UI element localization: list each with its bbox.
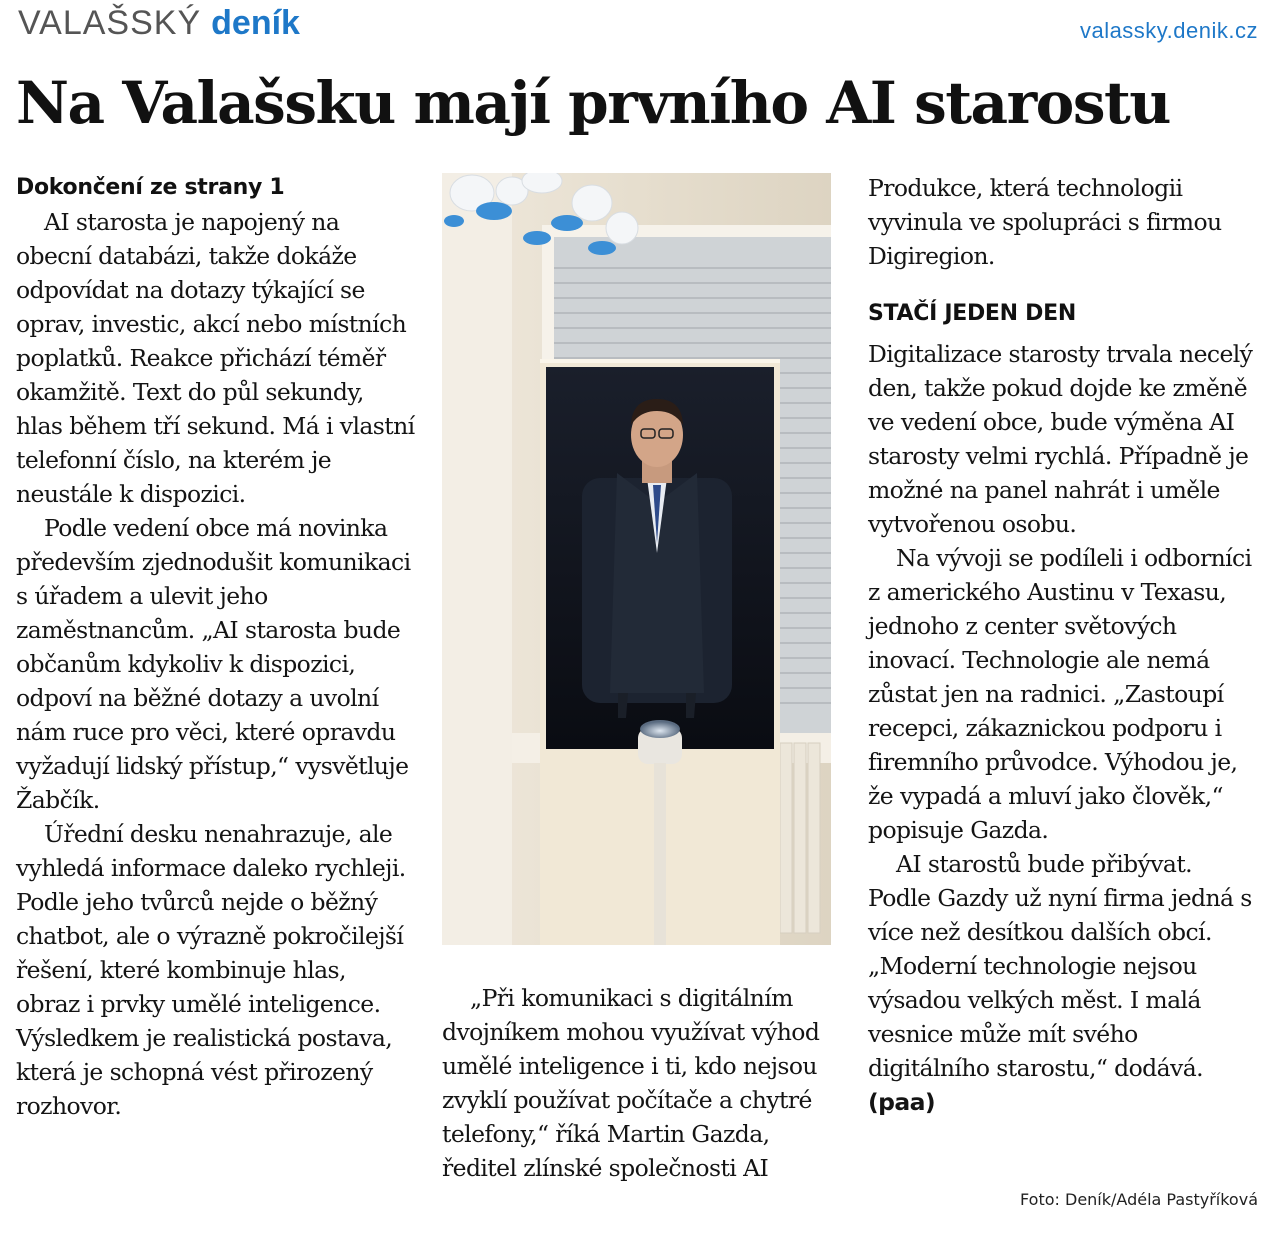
author-byline: (paa) bbox=[868, 1088, 936, 1116]
article-paragraph: Úřední desku nenahrazuje, ale vyhledá informace daleko rychleji. Podle jeho tvůrců nejde o běžný chatbot, ale o výrazně pokročilejší řešení, které kombinuje hlas, obraz i prvky umělé inteligence. Výsledkem je realistická postava, která je schopná vést přirozený rozhovor. bbox=[16, 820, 406, 1120]
newspaper-name: VALAŠSKÝ bbox=[18, 4, 202, 42]
article-headline: Na Valašsku mají prvního AI starostu bbox=[16, 69, 1170, 137]
article-paragraph: AI starosta je napojený na obecní databázi, takže dokáže odpovídat na dotazy týkající se oprav, investic, akcí nebo místních poplatků. Reakce přichází téměř okamžitě. Text do půl sekundy, hlas během tří sekund. Má i vlastní telefonní číslo, na kterém je neustále k dispozici. bbox=[16, 208, 415, 508]
newspaper-url[interactable]: valassky.denik.cz bbox=[1079, 18, 1258, 43]
article-paragraph: Na vývoji se podíleli i odborníci z amerického Austinu v Texasu, jednoho z center světových inovací. Technologie ale nemá zůstat jen na radnici. „Zastoupí recepci, zákaznickou podporu i firemního průvodce. Výhodou je, že vypadá a mluví jako člověk,“ popisuje Gazda. bbox=[868, 544, 1252, 844]
article-paragraph bbox=[868, 847, 1258, 1119]
ai-mayor-photo bbox=[442, 173, 831, 945]
article-paragraph-text: AI starostů bude přibývat. Podle Gazdy už nyní firma jedná s více než desítkou dalších obcí. „Moderní technologie nejsou výsadou velkých měst. I malá vesnice může mít svého digitálního starostu,“ dodává. bbox=[868, 850, 1252, 1082]
photo-credit: Foto: Deník/Adéla Pastyříková bbox=[1020, 1190, 1258, 1209]
ai-mayor-display-photo bbox=[442, 173, 831, 945]
article-paragraph: Produkce, která technologii vyvinula ve spolupráci s firmou Digiregion. bbox=[868, 174, 1222, 270]
article-column-right bbox=[868, 171, 1258, 1119]
article-column-middle bbox=[442, 981, 834, 1185]
article-column-left bbox=[16, 171, 416, 1123]
article-paragraph: Digitalizace starosty trvala necelý den, takže pokud dojde ke změně ve vedení obce, bude výměna AI starosty velmi rychlá. Případně je možné na panel nahrát i uměle vytvořenou osobu. bbox=[868, 340, 1253, 538]
continuation-kicker: Dokončení ze strany 1 bbox=[16, 175, 285, 200]
newspaper-brand: deník bbox=[211, 4, 300, 42]
article-subheading: STAČÍ JEDEN DEN bbox=[868, 301, 1076, 326]
article-paragraph: Podle vedení obce má novinka především zjednodušit komunikaci s úřadem a ulevit jeho zaměstnancům. „AI starosta bude občanům kdykoliv k dispozici, odpoví na běžné dotazy a uvolní nám ruce pro věci, které opravdu vyžadují lidský přístup,“ vysvětluje Žabčík. bbox=[16, 514, 411, 814]
article-paragraph: „Při komunikaci s digitálním dvojníkem mohou využívat výhod umělé inteligence i ti, kdo nejsou zvyklí používat počítače a chytré telefony,“ říká Martin Gazda, ředitel zlínské společnosti AI bbox=[442, 984, 820, 1182]
